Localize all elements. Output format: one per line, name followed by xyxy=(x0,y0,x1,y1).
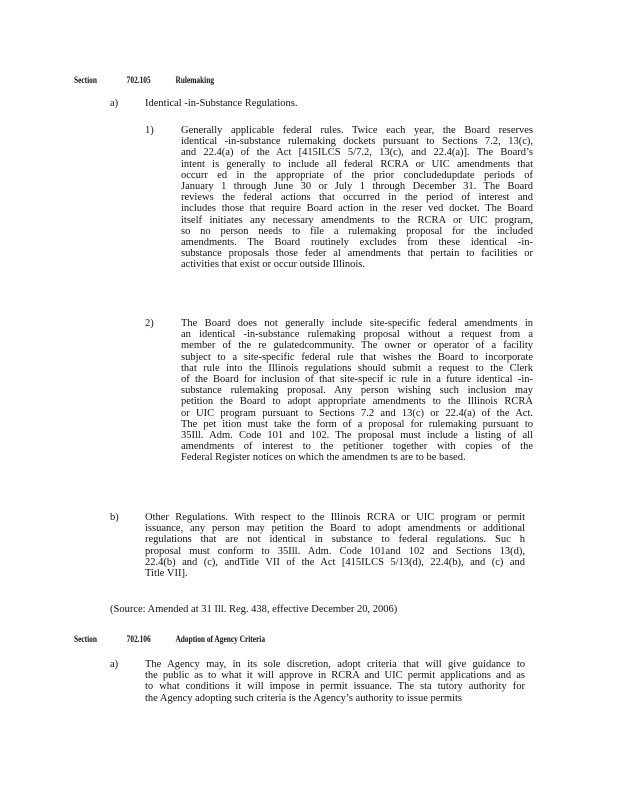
section-number: 702.106 xyxy=(126,634,151,644)
paragraph-line: petition the Board to adopt appropriate amendments to the Illinois RCRA xyxy=(181,396,533,408)
paragraph-line: The Board does not generally include site-specific federal amendments in xyxy=(181,318,533,329)
paragraph-line: occurr ed in the appropriate of the prior concludedupdate periods of xyxy=(181,169,533,181)
section-label: Section xyxy=(74,634,97,644)
paragraph-line: regulations that are not identical in substance to federal regulations. Suc h xyxy=(145,534,525,546)
paragraph-line: amendments. The Board routinely excludes from these identical -in- xyxy=(181,236,533,248)
paragraph-line: the Agency adopting such criteria is the Agency’s authority to issue permits xyxy=(145,692,462,704)
paragraph-line: Title VII]. xyxy=(145,567,188,579)
paragraph-line: so no person needs to file a rulemaking proposal for the included xyxy=(181,225,533,237)
paragraph-line: itself initiates any necessary amendments to the RCRA or UIC program, xyxy=(181,214,533,226)
paragraph-line: issuance, any person may petition the Board to adopt amendments or additional xyxy=(145,523,525,535)
subsection-a2-paragraph xyxy=(145,659,525,704)
section-title: Adoption of Agency Criteria xyxy=(175,634,266,644)
paragraph-line: Other Regulations. With respect to the Illinois RCRA or UIC program or permit xyxy=(145,512,525,523)
item-2-label: 2) xyxy=(145,318,154,329)
section-heading-702-105 xyxy=(74,75,214,85)
subsection-b-paragraph xyxy=(145,512,525,579)
paragraph-line: that rule into the Illinois regulations should submit a request to the Clerk xyxy=(181,362,533,374)
paragraph-line: activities that exist or occur outside Illinois. xyxy=(181,259,366,271)
item-1-paragraph xyxy=(181,125,533,270)
section-number: 702.105 xyxy=(126,75,151,85)
subsection-a-label: a) xyxy=(110,98,119,109)
paragraph-line: member of the re gulatedcommunity. The owner or operator of a facility xyxy=(181,340,533,352)
paragraph-line: and 22.4(a) of the Act [415ILCS 5/7.2, 13(c), and 22.4(a)]. The Board’s xyxy=(181,147,533,159)
paragraph-line: Generally applicable federal rules. Twice each year, the Board reserves xyxy=(181,125,533,136)
paragraph-line: or UIC program pursuant to Sections 7.2 and 13(c) or 22.4(a) of the Act. xyxy=(181,407,533,419)
paragraph-line: to what conditions it will impose in permit issuance. The sta tutory authority for xyxy=(145,681,525,693)
paragraph-line: of the Board for inclusion of that site-specif ic rule in a future identical -in- xyxy=(181,373,533,385)
section-title: Rulemaking xyxy=(175,75,215,85)
paragraph-line: 35Ill. Adm. Code 101 and 102. The proposal must include a listing of all xyxy=(181,429,533,441)
subsection-b-label: b) xyxy=(110,512,119,523)
paragraph-line: includes those that require Board action in the reser ved docket. The Board xyxy=(181,203,533,215)
item-2-paragraph xyxy=(181,318,533,463)
section-heading-702-106 xyxy=(74,634,265,644)
source-note: (Source: Amended at 31 Ill. Reg. 438, effective December 20, 2006) xyxy=(110,604,398,615)
paragraph-line: Federal Register notices on which the amendmen ts are to be based. xyxy=(181,452,466,464)
paragraph-line: substance rulemaking proposal. Any person wishing such inclusion may xyxy=(181,385,533,397)
subsection-a-heading: Identical -in-Substance Regulations. xyxy=(145,98,298,109)
paragraph-line: substance proposals those feder al amendments that pertain to facilities or xyxy=(181,248,533,260)
item-1-label: 1) xyxy=(145,125,154,136)
paragraph-line: The Agency may, in its sole discretion, adopt criteria that will give guidance to xyxy=(145,659,525,670)
paragraph-line: an identical -in-substance rulemaking proposal without a request from a xyxy=(181,329,533,341)
paragraph-line: proposal must conform to 35Ill. Adm. Code 101and 102 and Sections 13(d), xyxy=(145,545,525,557)
subsection-a2-label: a) xyxy=(110,659,119,670)
paragraph-line: The pet ition must take the form of a proposal for rulemaking pursuant to xyxy=(181,418,533,430)
paragraph-line: identical -in-substance rulemaking dockets pursuant to Sections 7.2, 13(c), xyxy=(181,136,533,148)
paragraph-line: intent is generally to include all federal RCRA or UIC amendments that xyxy=(181,158,533,170)
paragraph-line: reviews the federal actions that occurred in the period of interest and xyxy=(181,192,533,204)
paragraph-line: amendments of interest to the petitioner together with copies of the xyxy=(181,441,533,453)
paragraph-line: 22.4(b) and (c), andTitle VII of the Act [415ILCS 5/13(d), 22.4(b), and (c) and xyxy=(145,556,525,568)
section-label: Section xyxy=(74,75,97,85)
paragraph-line: January 1 through June 30 or July 1 through December 31. The Board xyxy=(181,180,533,192)
paragraph-line: subject to a site-specific federal rule that wishes the Board to incorporate xyxy=(181,351,533,363)
paragraph-line: the public as to what it will approve in RCRA and UIC permit applications and as xyxy=(145,670,525,682)
